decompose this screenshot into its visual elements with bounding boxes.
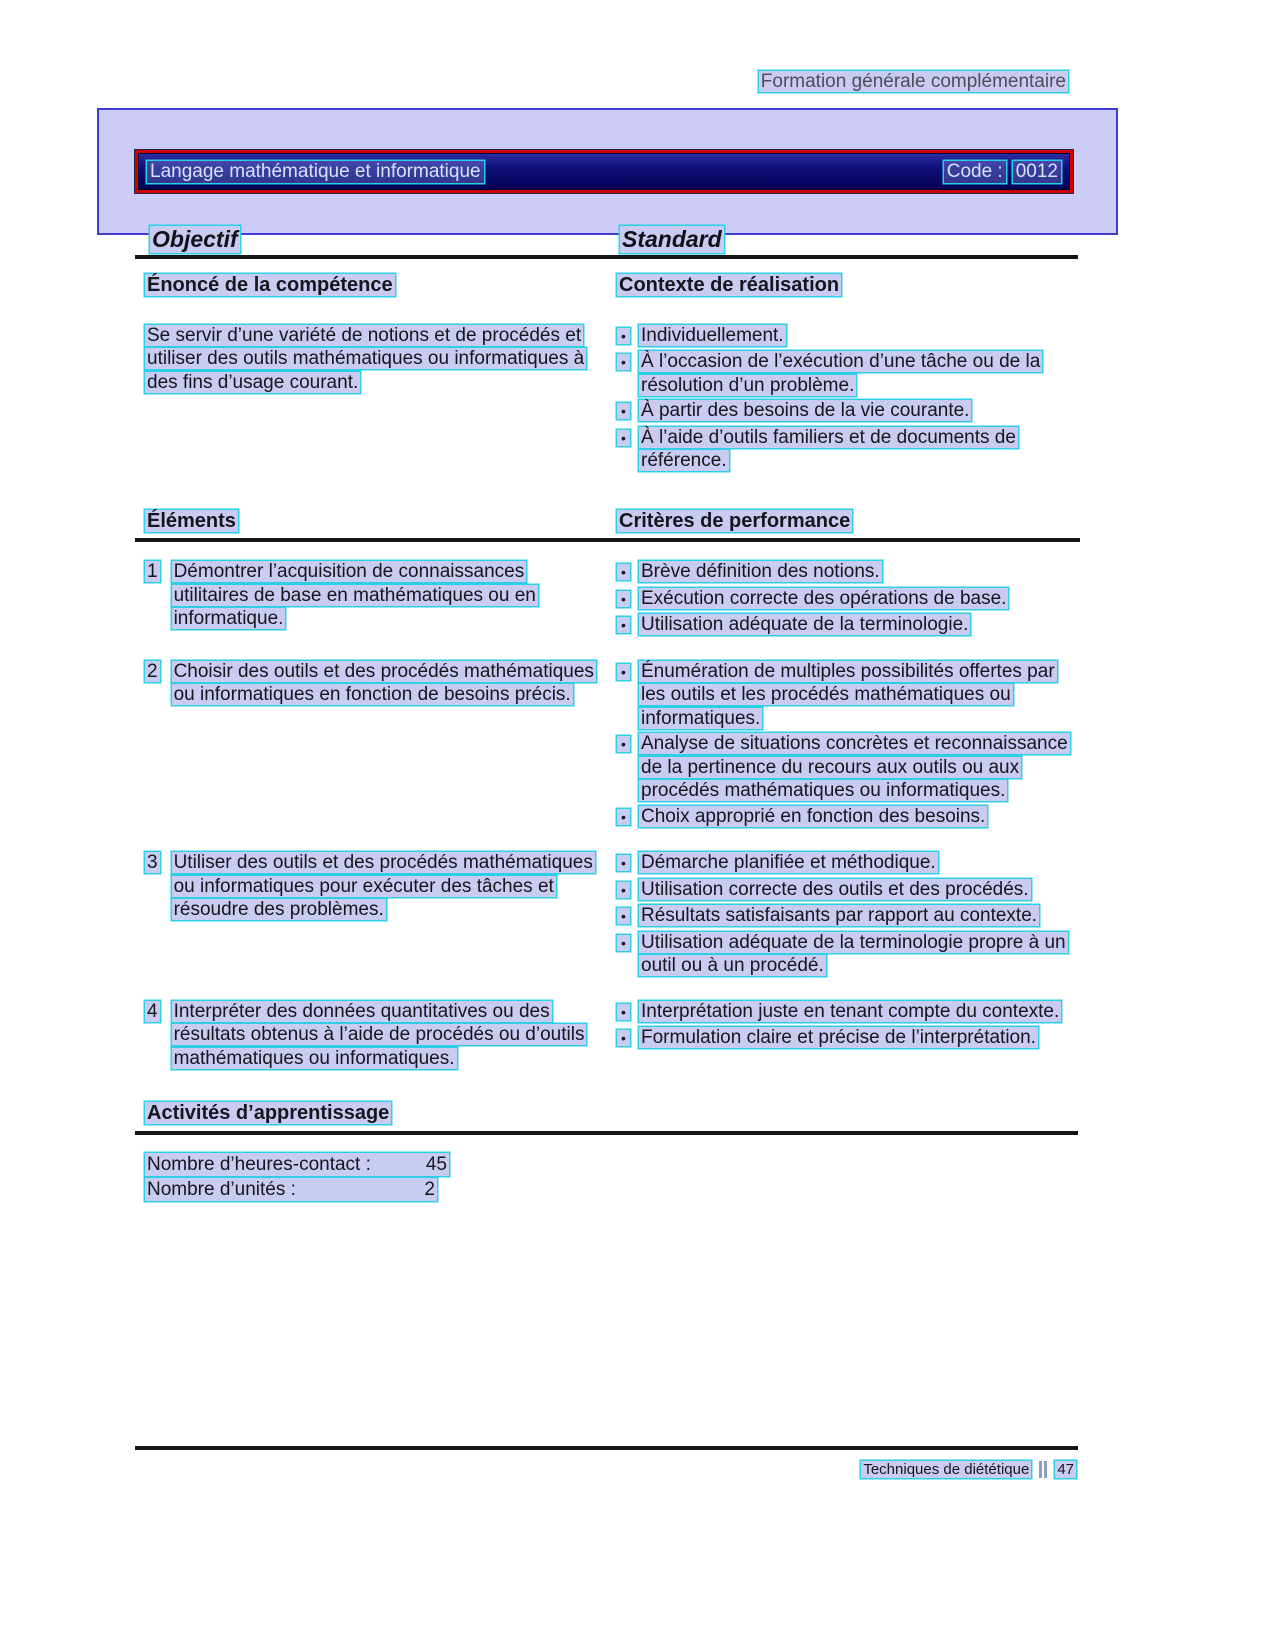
horizontal-rule-elements [135, 538, 1080, 542]
bullet-text: Utilisation adéquate de la terminologie propre à un outil ou à un procédé. [641, 931, 1066, 976]
units-row [145, 1178, 1078, 1201]
element-number: 4 [147, 1000, 158, 1022]
footer-separator-icon [1039, 1461, 1047, 1478]
competence-heading-row [145, 274, 599, 298]
bullet-icon: • [617, 560, 639, 585]
element-text: Choisir des outils et des procédés mathématiques ou informatiques en fonction de besoins précis. [173, 660, 594, 705]
hours-row [145, 1153, 1078, 1176]
element-cell [135, 851, 617, 980]
bullet-icon: • [617, 904, 639, 929]
horizontal-rule-activities [135, 1131, 1078, 1135]
element-row-1 [135, 560, 1080, 640]
learning-activities-section [135, 1102, 1078, 1203]
bullet-text: À l’aide d’outils familiers et de documents de référence. [641, 426, 1016, 471]
activities-stats [145, 1153, 1078, 1201]
elements-criteria-header [135, 510, 1080, 534]
list-item [617, 660, 1080, 731]
bullet-icon: • [617, 613, 639, 638]
competence-text: Se servir d’une variété de notions et de procédés et utiliser des outils mathématiques ou informatiques à des fins d’usage courant. [147, 324, 585, 393]
list-item [617, 732, 1080, 803]
element-row-4 [135, 1000, 1080, 1071]
document-category-text: Formation générale complémentaire [760, 71, 1066, 92]
units-label: Nombre d’unités : [147, 1179, 296, 1200]
bullet-icon: • [617, 1000, 639, 1025]
objectif-title: Objectif [152, 226, 238, 252]
context-column [617, 274, 1080, 475]
list-item [617, 399, 1080, 424]
elements-heading: Éléments [147, 509, 236, 532]
course-title-box [97, 108, 1118, 235]
bullet-text: Choix approprié en fonction des besoins. [641, 805, 986, 827]
list-item [617, 805, 1080, 830]
list-item [617, 931, 1080, 978]
list-item [617, 1026, 1080, 1051]
element-cell [135, 1000, 617, 1071]
criteria-heading: Critères de performance [619, 509, 851, 532]
element-cell [135, 560, 617, 640]
hours-value: 45 [425, 1154, 447, 1175]
bullet-text: À l’occasion de l’exécution d’une tâche ou de la résolution d’un problème. [641, 351, 1041, 396]
course-code [944, 161, 1061, 183]
criteria-cell [617, 560, 1080, 640]
page-footer [861, 1461, 1076, 1478]
list-item [617, 904, 1080, 929]
element-number: 1 [147, 561, 158, 582]
bullet-icon: • [617, 878, 639, 903]
element-cell [135, 660, 617, 832]
bullet-icon: • [617, 399, 639, 424]
hours-label: Nombre d’heures-contact : [147, 1154, 371, 1175]
units-value: 2 [424, 1179, 435, 1200]
bullet-icon: • [617, 931, 639, 978]
bullet-icon: • [617, 324, 639, 349]
competence-context-section [135, 274, 1080, 475]
element-number: 3 [147, 852, 158, 873]
bullet-text: À partir des besoins de la vie courante. [641, 400, 970, 421]
bullet-text: Individuellement. [641, 324, 784, 346]
footer-program: Techniques de diététique [863, 1461, 1030, 1478]
context-heading: Contexte de réalisation [619, 274, 840, 296]
bullet-icon: • [617, 732, 639, 803]
list-item [617, 851, 1080, 876]
bullet-text: Brève définition des notions. [641, 561, 880, 582]
bullet-text: Utilisation adéquate de la terminologie. [641, 614, 969, 635]
criteria-cell [617, 660, 1080, 832]
context-heading-row [617, 274, 1080, 298]
bullet-text: Formulation claire et précise de l’interprétation. [641, 1027, 1036, 1048]
footer-page-number: 47 [1057, 1461, 1074, 1478]
column-titles-row [135, 226, 1078, 252]
bullet-icon: • [617, 426, 639, 473]
list-item [617, 350, 1080, 397]
bullet-text: Analyse de situations concrètes et reconnaissance de la pertinence du recours aux outils ou aux procédés mathématiques ou informatiques. [641, 733, 1068, 801]
element-row-3 [135, 851, 1080, 980]
course-code-value: 0012 [1013, 161, 1061, 183]
bullet-text: Résultats satisfaisants par rapport au contexte. [641, 905, 1038, 926]
competence-paragraph [145, 324, 599, 395]
horizontal-rule-top [135, 255, 1078, 259]
bullet-text: Énumération de multiples possibilités offertes par les outils et les procédés mathématiques ou informatiques. [641, 660, 1055, 729]
course-title: Langage mathématique et informatique [147, 161, 484, 183]
criteria-cell [617, 1000, 1080, 1071]
competence-column [135, 274, 617, 475]
bullet-text: Démarche planifiée et méthodique. [641, 852, 936, 873]
element-text: Utiliser des outils et des procédés mathématiques ou informatiques pour exécuter des tâches et résoudre des problèmes. [173, 852, 593, 920]
bullet-icon: • [617, 1026, 639, 1051]
list-item [617, 613, 1080, 638]
bullet-icon: • [617, 805, 639, 830]
list-item [617, 587, 1080, 612]
list-item [617, 426, 1080, 473]
bullet-icon: • [617, 851, 639, 876]
document-category-header [759, 71, 1068, 93]
bullet-text: Interprétation juste en tenant compte du contexte. [641, 1000, 1060, 1022]
list-item [617, 878, 1080, 903]
element-row-2 [135, 660, 1080, 832]
list-item [617, 1000, 1080, 1025]
element-number: 2 [147, 660, 158, 682]
bullet-icon: • [617, 660, 639, 731]
standard-title: Standard [622, 226, 722, 252]
document-body [135, 274, 1080, 1070]
list-item [617, 324, 1080, 349]
horizontal-rule-footer [135, 1446, 1078, 1450]
bullet-icon: • [617, 587, 639, 612]
criteria-heading-cell [617, 510, 1080, 534]
elements-heading-cell [135, 510, 617, 534]
bullet-text: Exécution correcte des opérations de base. [641, 587, 1007, 609]
activities-heading: Activités d’apprentissage [147, 1102, 390, 1124]
element-text: Interpréter des données quantitatives ou des résultats obtenus à l’aide de procédés ou d’outils mathématiques ou informatiques. [173, 1000, 585, 1069]
course-title-bar [135, 150, 1073, 193]
bullet-icon: • [617, 350, 639, 397]
list-item [617, 560, 1080, 585]
course-code-label: Code : [944, 161, 1006, 183]
criteria-cell [617, 851, 1080, 980]
bullet-text: Utilisation correcte des outils et des procédés. [641, 878, 1029, 900]
element-text: Démontrer l’acquisition de connaissances utilitaires de base en mathématiques ou en informatique. [173, 561, 536, 629]
competence-heading: Énoncé de la compétence [147, 274, 393, 296]
context-list [617, 324, 1080, 473]
